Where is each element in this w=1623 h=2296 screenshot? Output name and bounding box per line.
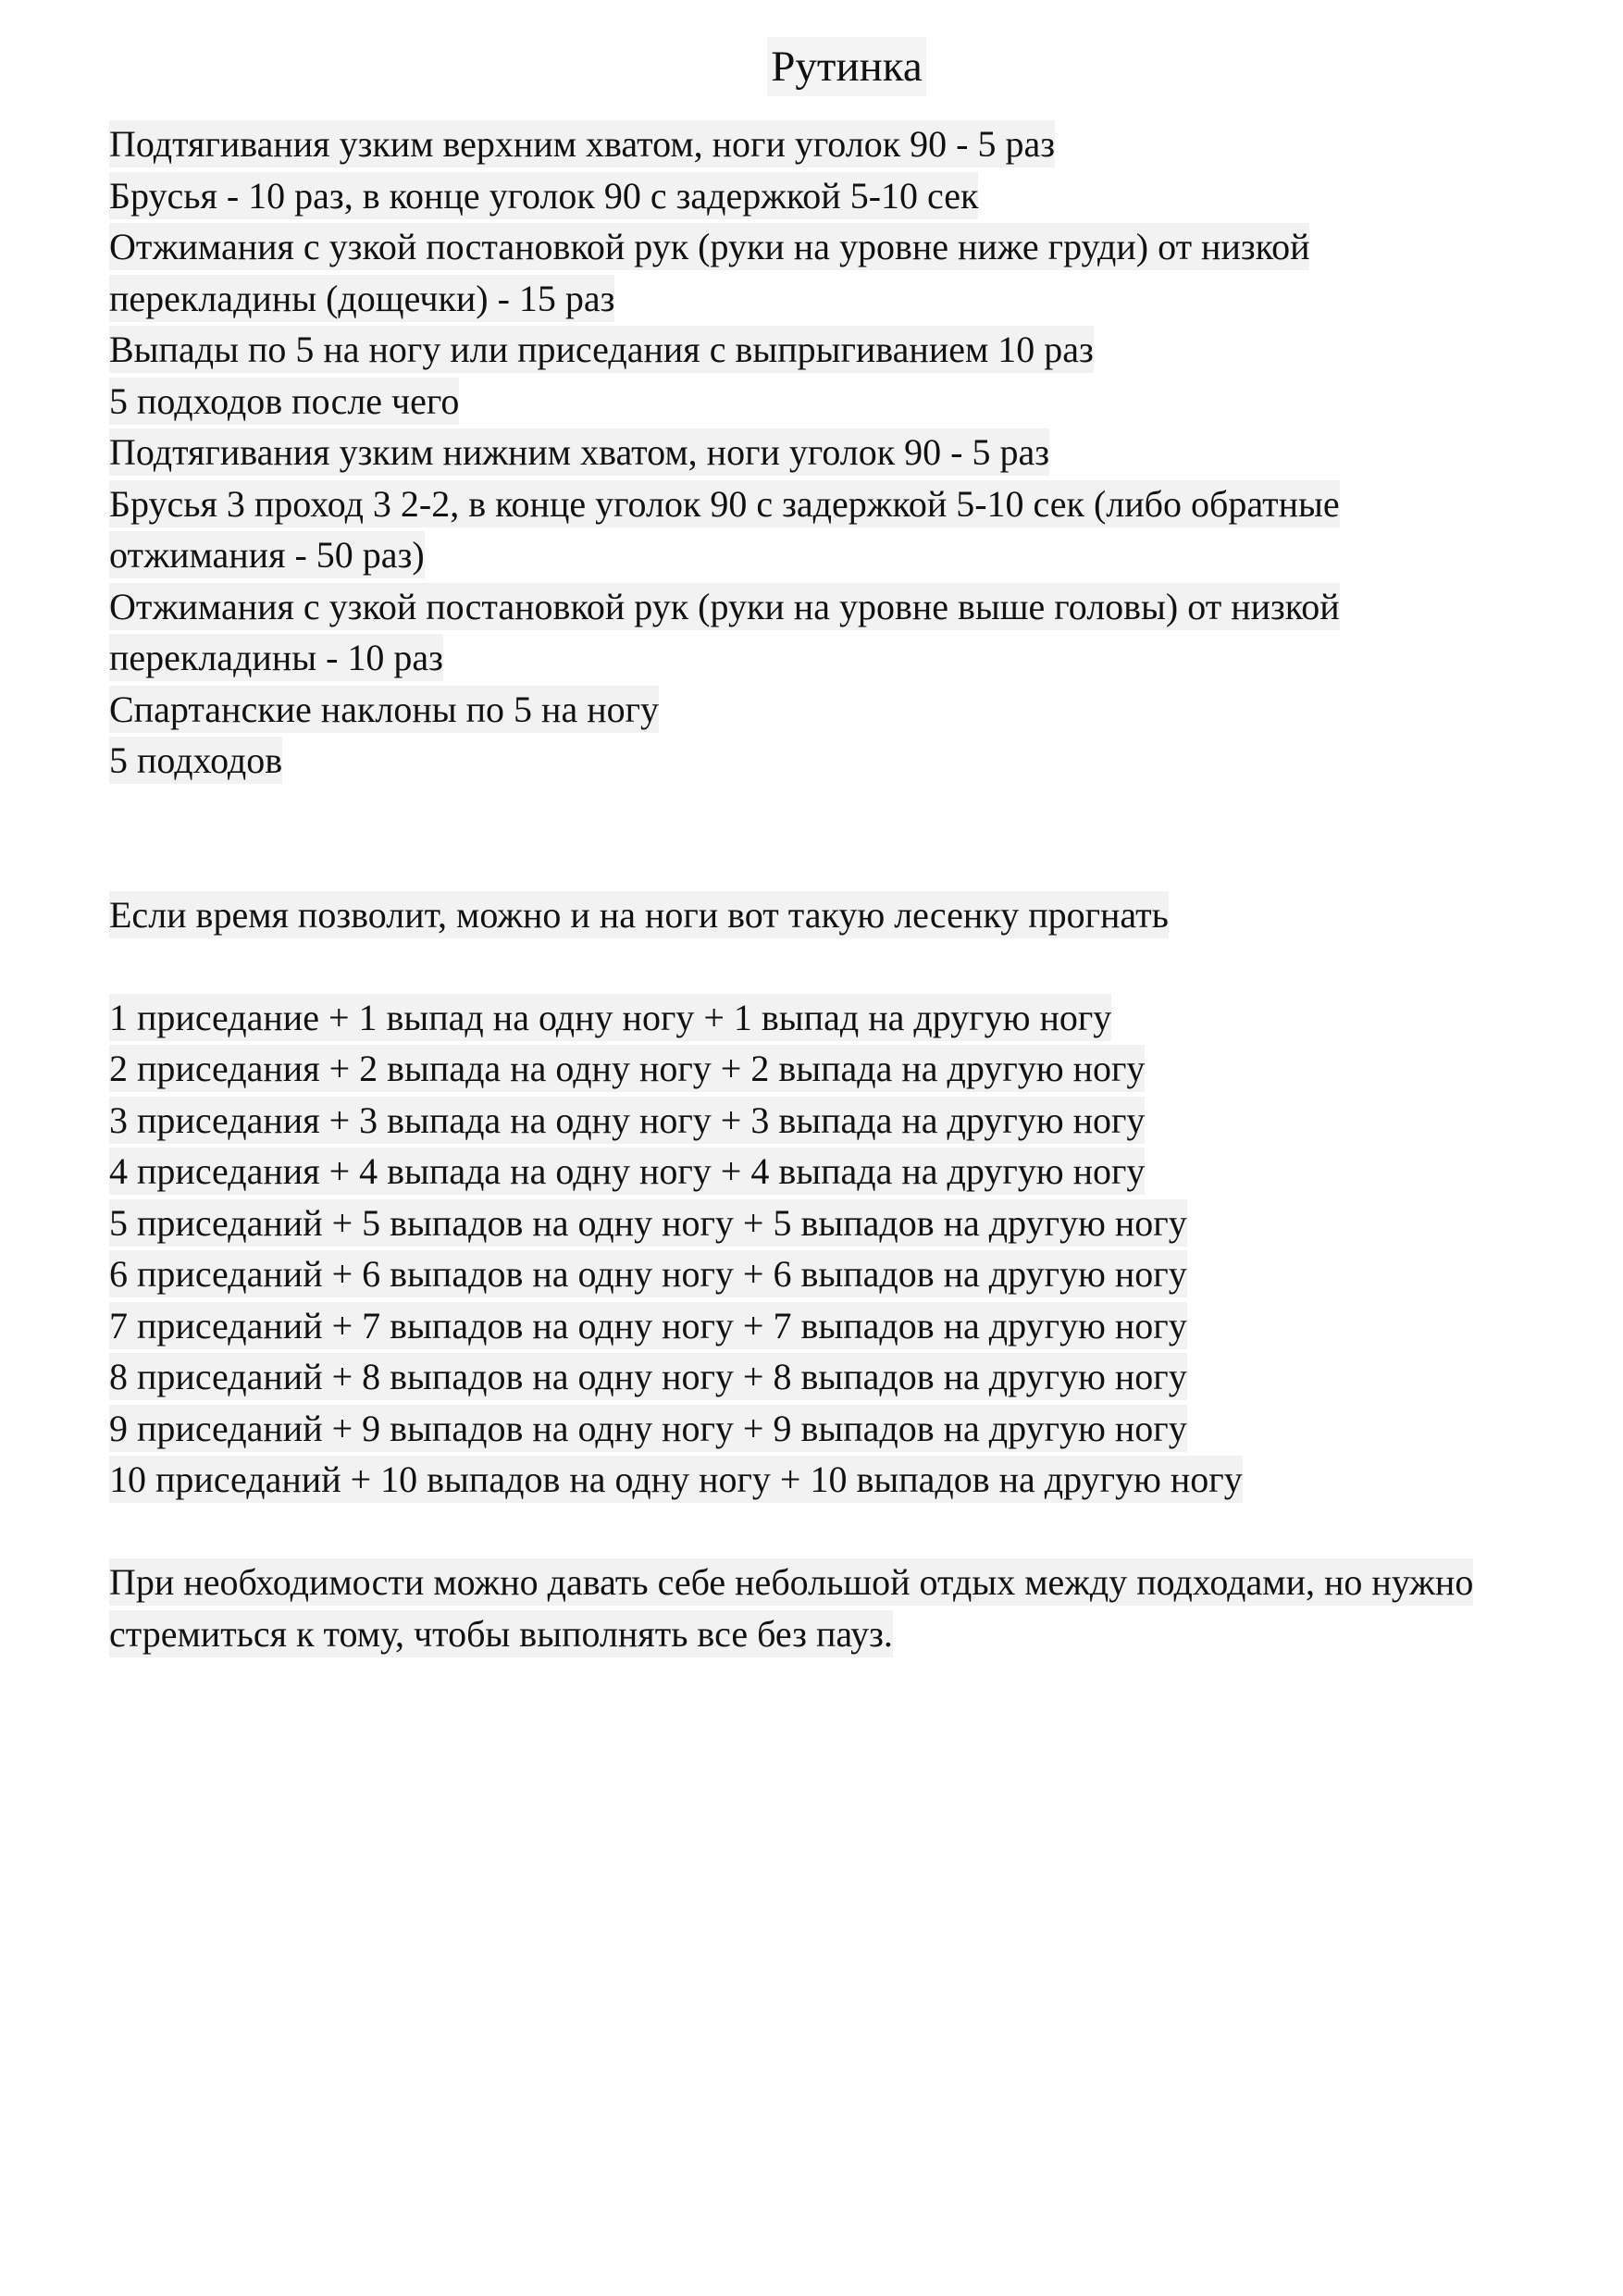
ladder-line: 5 приседаний + 5 выпадов на одну ногу + 5 выпадов на другую ногу: [109, 1198, 1553, 1249]
closing-line: стремиться к тому, чтобы выполнять все без пауз.: [109, 1608, 1553, 1660]
text-line: перекладины - 10 раз: [109, 632, 1553, 684]
document-body: [109, 118, 1553, 1659]
text-line: Подтягивания узким верхним хватом, ноги уголок 90 - 5 раз: [109, 118, 1553, 170]
paragraph-gap: [109, 1506, 1553, 1558]
ladder-line: 2 приседания + 2 выпада на одну ногу + 2 выпада на другую ногу: [109, 1043, 1553, 1095]
ladder-line: 7 приседаний + 7 выпадов на одну ногу + 7 выпадов на другую ногу: [109, 1300, 1553, 1352]
text-line: Отжимания с узкой постановкой рук (руки на уровне выше головы) от низкой: [109, 581, 1553, 633]
ladder-line: 8 приседаний + 8 выпадов на одну ногу + 8 выпадов на другую ногу: [109, 1351, 1553, 1403]
text-line: Брусья 3 проход 3 2-2, в конце уголок 90 с задержкой 5-10 сек (либо обратные: [109, 478, 1553, 530]
text-line: 5 подходов: [109, 735, 1553, 787]
title-container: [0, 37, 1623, 96]
paragraph-gap: [109, 787, 1553, 889]
text-line: Подтягивания узким нижним хватом, ноги уголок 90 - 5 раз: [109, 427, 1553, 478]
ladder-intro: Если время позволит, можно и на ноги вот такую лесенку прогнать: [109, 889, 1553, 941]
text-line: Брусья - 10 раз, в конце уголок 90 с задержкой 5-10 сек: [109, 170, 1553, 222]
document-title: Рутинка: [767, 37, 925, 96]
text-line: отжимания - 50 раз): [109, 529, 1553, 581]
text-line: Отжимания с узкой постановкой рук (руки на уровне ниже груди) от низкой: [109, 221, 1553, 273]
text-line: Спартанские наклоны по 5 на ногу: [109, 684, 1553, 736]
ladder-line: 9 приседаний + 9 выпадов на одну ногу + 9 выпадов на другую ногу: [109, 1403, 1553, 1455]
ladder-line: 3 приседания + 3 выпада на одну ногу + 3 выпада на другую ногу: [109, 1095, 1553, 1147]
paragraph-gap: [109, 940, 1553, 992]
ladder-line: 6 приседаний + 6 выпадов на одну ногу + 6 выпадов на другую ногу: [109, 1248, 1553, 1300]
text-line: Выпады по 5 на ногу или приседания с выпрыгиванием 10 раз: [109, 324, 1553, 376]
text-line: перекладины (дощечки) - 15 раз: [109, 273, 1553, 325]
ladder-line: 4 приседания + 4 выпада на одну ногу + 4 выпада на другую ногу: [109, 1146, 1553, 1198]
ladder-line: 1 приседание + 1 выпад на одну ногу + 1 выпад на другую ногу: [109, 992, 1553, 1044]
closing-line: При необходимости можно давать себе небольшой отдых между подходами, но нужно: [109, 1557, 1553, 1608]
ladder-line: 10 приседаний + 10 выпадов на одну ногу + 10 выпадов на другую ногу: [109, 1454, 1553, 1506]
text-line: 5 подходов после чего: [109, 376, 1553, 428]
